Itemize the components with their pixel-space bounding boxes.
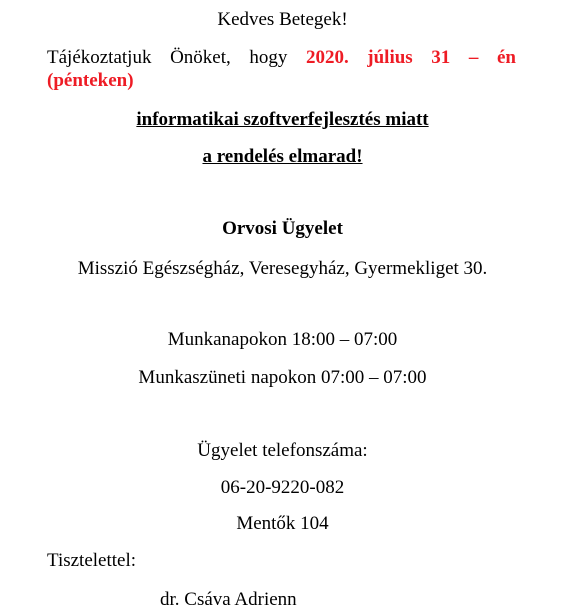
holiday-hours: Munkaszüneti napokon 07:00 – 07:00	[138, 367, 427, 388]
date-word: én	[496, 47, 516, 68]
notice-word: hogy	[249, 47, 288, 68]
greeting-line: Kedves Betegek!	[217, 9, 348, 30]
date-word: július	[367, 47, 413, 68]
reason-line: informatikai szoftverfejlesztés miatt	[136, 109, 429, 130]
duty-address: Misszió Egészségház, Veresegyház, Gyermekliget 30.	[77, 258, 488, 279]
date-word: 2020.	[305, 47, 349, 68]
signature-line: dr. Csáva Adrienn	[160, 589, 297, 610]
phone-number: 06-20-9220-082	[220, 477, 345, 498]
duty-title: Orvosi Ügyelet	[222, 218, 343, 239]
notice-word: Tájékoztatjuk	[47, 47, 152, 68]
date-word: 31	[431, 47, 451, 68]
cancel-line: a rendelés elmarad!	[202, 146, 363, 167]
notice-word: Önöket,	[170, 47, 231, 68]
date-word: –	[468, 47, 479, 68]
weekday-hours: Munkanapokon 18:00 – 07:00	[167, 329, 398, 350]
notice-line	[47, 47, 516, 69]
closing-line: Tisztelettel:	[47, 550, 137, 571]
ambulance-line: Mentők 104	[236, 513, 329, 534]
phone-label: Ügyelet telefonszáma:	[197, 440, 368, 461]
weekday-text: (pénteken)	[47, 70, 134, 91]
